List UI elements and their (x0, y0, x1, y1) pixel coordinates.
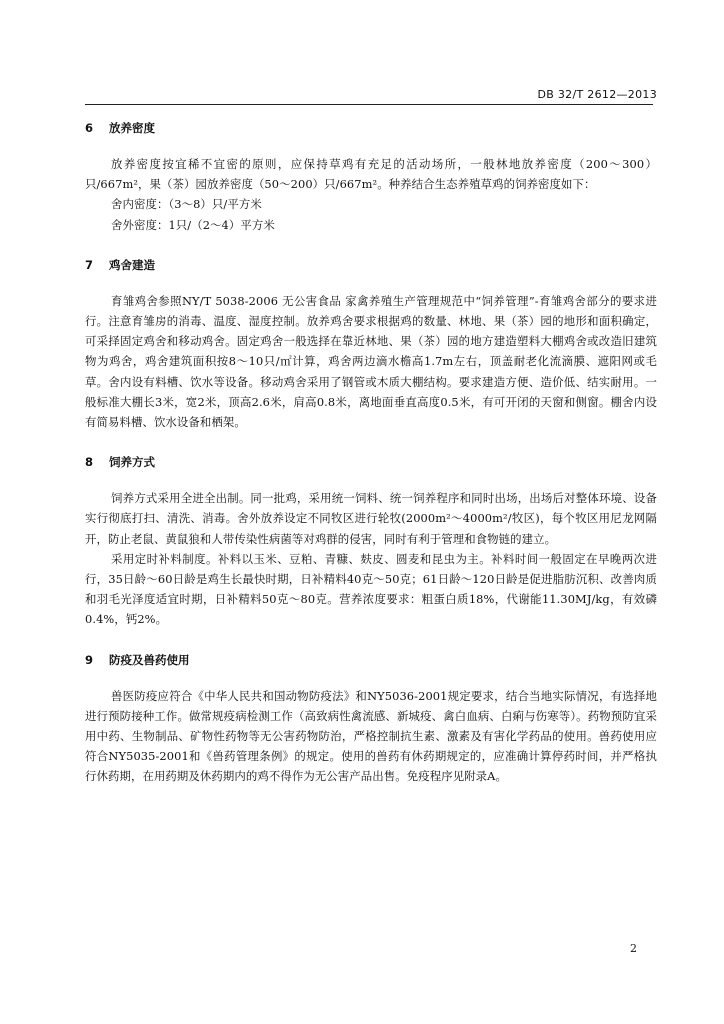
section-number: 6 (85, 121, 94, 135)
paragraph: 兽医防疫应符合《中华人民共和国动物防疫法》和NY5036-2001规定要求，结合当地实际情况，有选择地进行预防接种工作。做常规疫病检测工作（高致病性禽流感、新城疫、禽白血病、白痢与伤寒等）。药物预防宜采用中药、生物制品、矿物性药物等无公害药物防治，严格控制抗生素、激素及有害化学药品的使用。兽药使用应符合NY5035-2001和《兽药管理条例》的规定。使用的兽药有休药期规定的，应准确计算停药时间，并严格执行休药期，在用药期及休药期内的鸡不得作为无公害产品出售。免疫程序见附录A。 (85, 688, 657, 784)
section-title: 放养密度 (109, 121, 155, 135)
paragraph: 舍外密度：1只/（2～4）平方米 (111, 217, 275, 232)
section-heading (85, 255, 657, 275)
paragraph: 饲养方式采用全进全出制。同一批鸡，采用统一饲料、统一饲养程序和同时出场，出场后对整体环境、设备实行彻底打扫、清洗、消毒。舍外放养设定不同牧区进行轮牧(2000m²～4000m²/牧区)，每个牧区用尼龙网隔开，防止老鼠、黄鼠狼和人带传染性病菌等对鸡群的侵害，同时有利于管理和食物链的建立。 (85, 491, 657, 546)
section-coop-construction (85, 255, 657, 432)
section-stocking-density (85, 118, 657, 235)
section-title: 饲养方式 (109, 455, 155, 470)
section-title: 鸡舍建造 (109, 257, 155, 272)
page-number: 2 (630, 942, 637, 955)
section-number: 8 (85, 455, 94, 470)
section-number: 7 (85, 257, 94, 272)
document-code: DB 32/T 2612—2013 (537, 88, 657, 101)
paragraph: 放养密度按宜稀不宜密的原则，应保持草鸡有充足的活动场所，一般林地放养密度（200～300）只/667m²，果（茶）园放养密度（50～200）只/667m²。种养结合生态养殖草鸡的饲养密度如下： (85, 157, 658, 192)
header-rule (85, 104, 653, 105)
paragraph: 育雏鸡舍参照NY/T 5038-2006 无公害食品 家禽养殖生产管理规范中“饲养管理”-育雏鸡舍部分的要求进行。注意育雏房的消毒、温度、湿度控制。放养鸡舍要求根据鸡的数量、林地、果（茶）园的地形和面积确定，可采择固定鸡舍和移动鸡舍。固定鸡舍一般选择在靠近林地、果（茶）园的地方建造塑料大棚鸡舍或改造旧建筑物为鸡舍，鸡舍建筑面积按8～10只/㎡计算，鸡舍两边滴水檐高1.7m左右，顶盖耐老化流滴膜、遮阳网或毛草。舍内设有料槽、饮水等设备。移动鸡舍采用了钢管或木质大棚结构。要求建造方便、造价低、结实耐用。一般标准大棚长3米，宽2米，顶高2.6米，肩高0.8米，离地面垂直高度0.5米，有可开闭的天窗和侧窗。棚舍内设有简易料槽、饮水设备和栖架。 (85, 293, 657, 430)
paragraph: 舍内密度：（3～8）只/平方米 (111, 197, 262, 212)
section-title: 防疫及兽药使用 (109, 652, 190, 667)
document-body (85, 118, 657, 807)
section-epidemic-prevention (85, 650, 657, 787)
section-heading (85, 452, 657, 472)
section-feeding-method (85, 452, 657, 629)
paragraph: 采用定时补料制度。补料以玉米、豆粕、青糠、麸皮、圆麦和昆虫为主。补料时间一般固定在早晚两次进行，35日龄～60日龄是鸡生长最快时期，日补精料40克～50克；61日龄～120日龄是促进脂肪沉积、改善肉质和羽毛光泽度适宜时期，日补精料50克～80克。营养浓度要求：粗蛋白质18%，代谢能11.30MJ/kg，有效磷0.4%，钙2%。 (85, 551, 657, 627)
section-heading (85, 650, 657, 670)
section-number: 9 (85, 652, 94, 667)
section-heading (85, 118, 657, 138)
